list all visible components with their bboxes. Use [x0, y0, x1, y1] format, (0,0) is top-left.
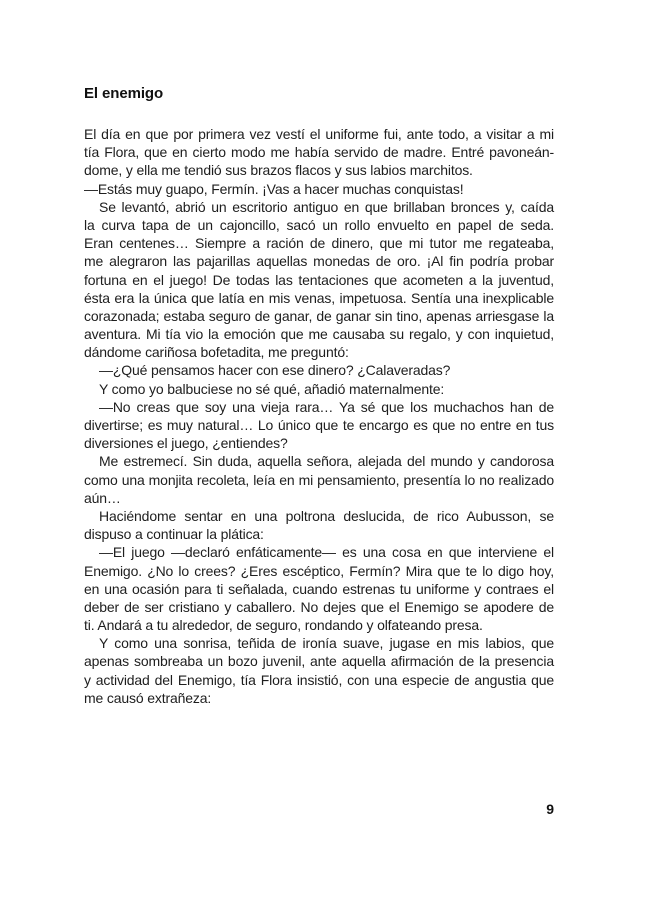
- text-line: me alegraron las pajarillas aquellas monedas de oro. ¡Al fin podría probar: [84, 253, 554, 270]
- text-line: tía Flora, que en cierto modo me había servido de madre. Entré pavoneán-: [84, 144, 554, 161]
- text-line: deber de ser cristiano y caballero. No dejes que el Enemigo se apodere de: [84, 598, 554, 615]
- text-line: la curva tapa de un cajoncillo, sacó un rollo envuelto en papel de seda.: [84, 216, 554, 233]
- text-line: dándome cariñosa bofetadita, me preguntó:: [84, 344, 349, 361]
- text-line: y actividad del Enemigo, tía Flora insistió, con una especie de angustia que: [84, 671, 554, 688]
- text-line: Eran centenes… Siempre a ración de dinero, que mi tutor me regateaba,: [84, 235, 554, 252]
- text-line: dome, y ella me tendió sus brazos flacos y sus labios marchitos.: [84, 162, 473, 179]
- text-line: Me estremecí. Sin duda, aquella señora, alejada del mundo y candorosa: [99, 453, 554, 470]
- text-line: ésta era la única que latía en mis venas, impetuosa. Sentía una inexplicable: [84, 289, 554, 306]
- text-line: como una monjita recoleta, leía en mi pensamiento, presentía lo no realizado: [84, 471, 554, 488]
- text-line: Enemigo. ¿No lo crees? ¿Eres escéptico, Fermín? Mira que te lo digo hoy,: [84, 562, 554, 579]
- text-line: en una ocasión para ti señalada, cuando estrenas tu uniforme y contraes el: [84, 580, 554, 597]
- page-number: 9: [546, 801, 554, 817]
- text-line: —El juego —declaró enfáticamente— es una cosa en que interviene el: [99, 544, 554, 561]
- text-line: apenas sombreaba un bozo juvenil, ante aquella afirmación de la presencia: [84, 653, 554, 670]
- text-line: Se levantó, abrió un escritorio antiguo en que brillaban bronces y, caída: [99, 198, 554, 215]
- text-line: —No creas que soy una vieja rara… Ya sé que los muchachos han de: [99, 398, 554, 415]
- text-line: aventura. Mi tía vio la emoción que me causaba su regalo, y con inquietud,: [84, 326, 554, 343]
- text-line: aún…: [84, 489, 121, 506]
- text-line: —¿Qué pensamos hacer con ese dinero? ¿Calaveradas?: [99, 362, 451, 379]
- chapter-body: [84, 125, 554, 707]
- text-line: me causó extrañeza:: [84, 689, 212, 706]
- text-line: corazonada; estaba seguro de ganar, de ganar sin tino, apenas arriesgase la: [84, 307, 554, 324]
- text-line: divertirse; es muy natural… Lo único que te encargo es que no entre en tus: [84, 417, 554, 433]
- text-line: Haciéndome sentar en una poltrona deslucida, de rico Aubusson, se: [99, 507, 554, 524]
- text-line: —Estás muy guapo, Fermín. ¡Vas a hacer muchas conquistas!: [84, 180, 464, 197]
- chapter-title: El enemigo: [84, 85, 164, 102]
- text-line: fortuna en el juego! De todas las tentaciones que acometen a la juventud,: [84, 271, 554, 288]
- text-line: Y como yo balbuciese no sé qué, añadió maternalmente:: [99, 380, 445, 397]
- text-line: Y como una sonrisa, teñida de ironía suave, jugase en mis labios, que: [99, 635, 554, 652]
- text-line: diversiones el juego, ¿entiendes?: [84, 435, 288, 452]
- text-line: dispuso a continuar la plática:: [84, 526, 264, 543]
- text-line: El día en que por primera vez vestí el uniforme fui, ante todo, a visitar a mi: [84, 126, 554, 142]
- text-line: ti. Andará a tu alrededor, de seguro, rondando y olfateando presa.: [84, 617, 483, 634]
